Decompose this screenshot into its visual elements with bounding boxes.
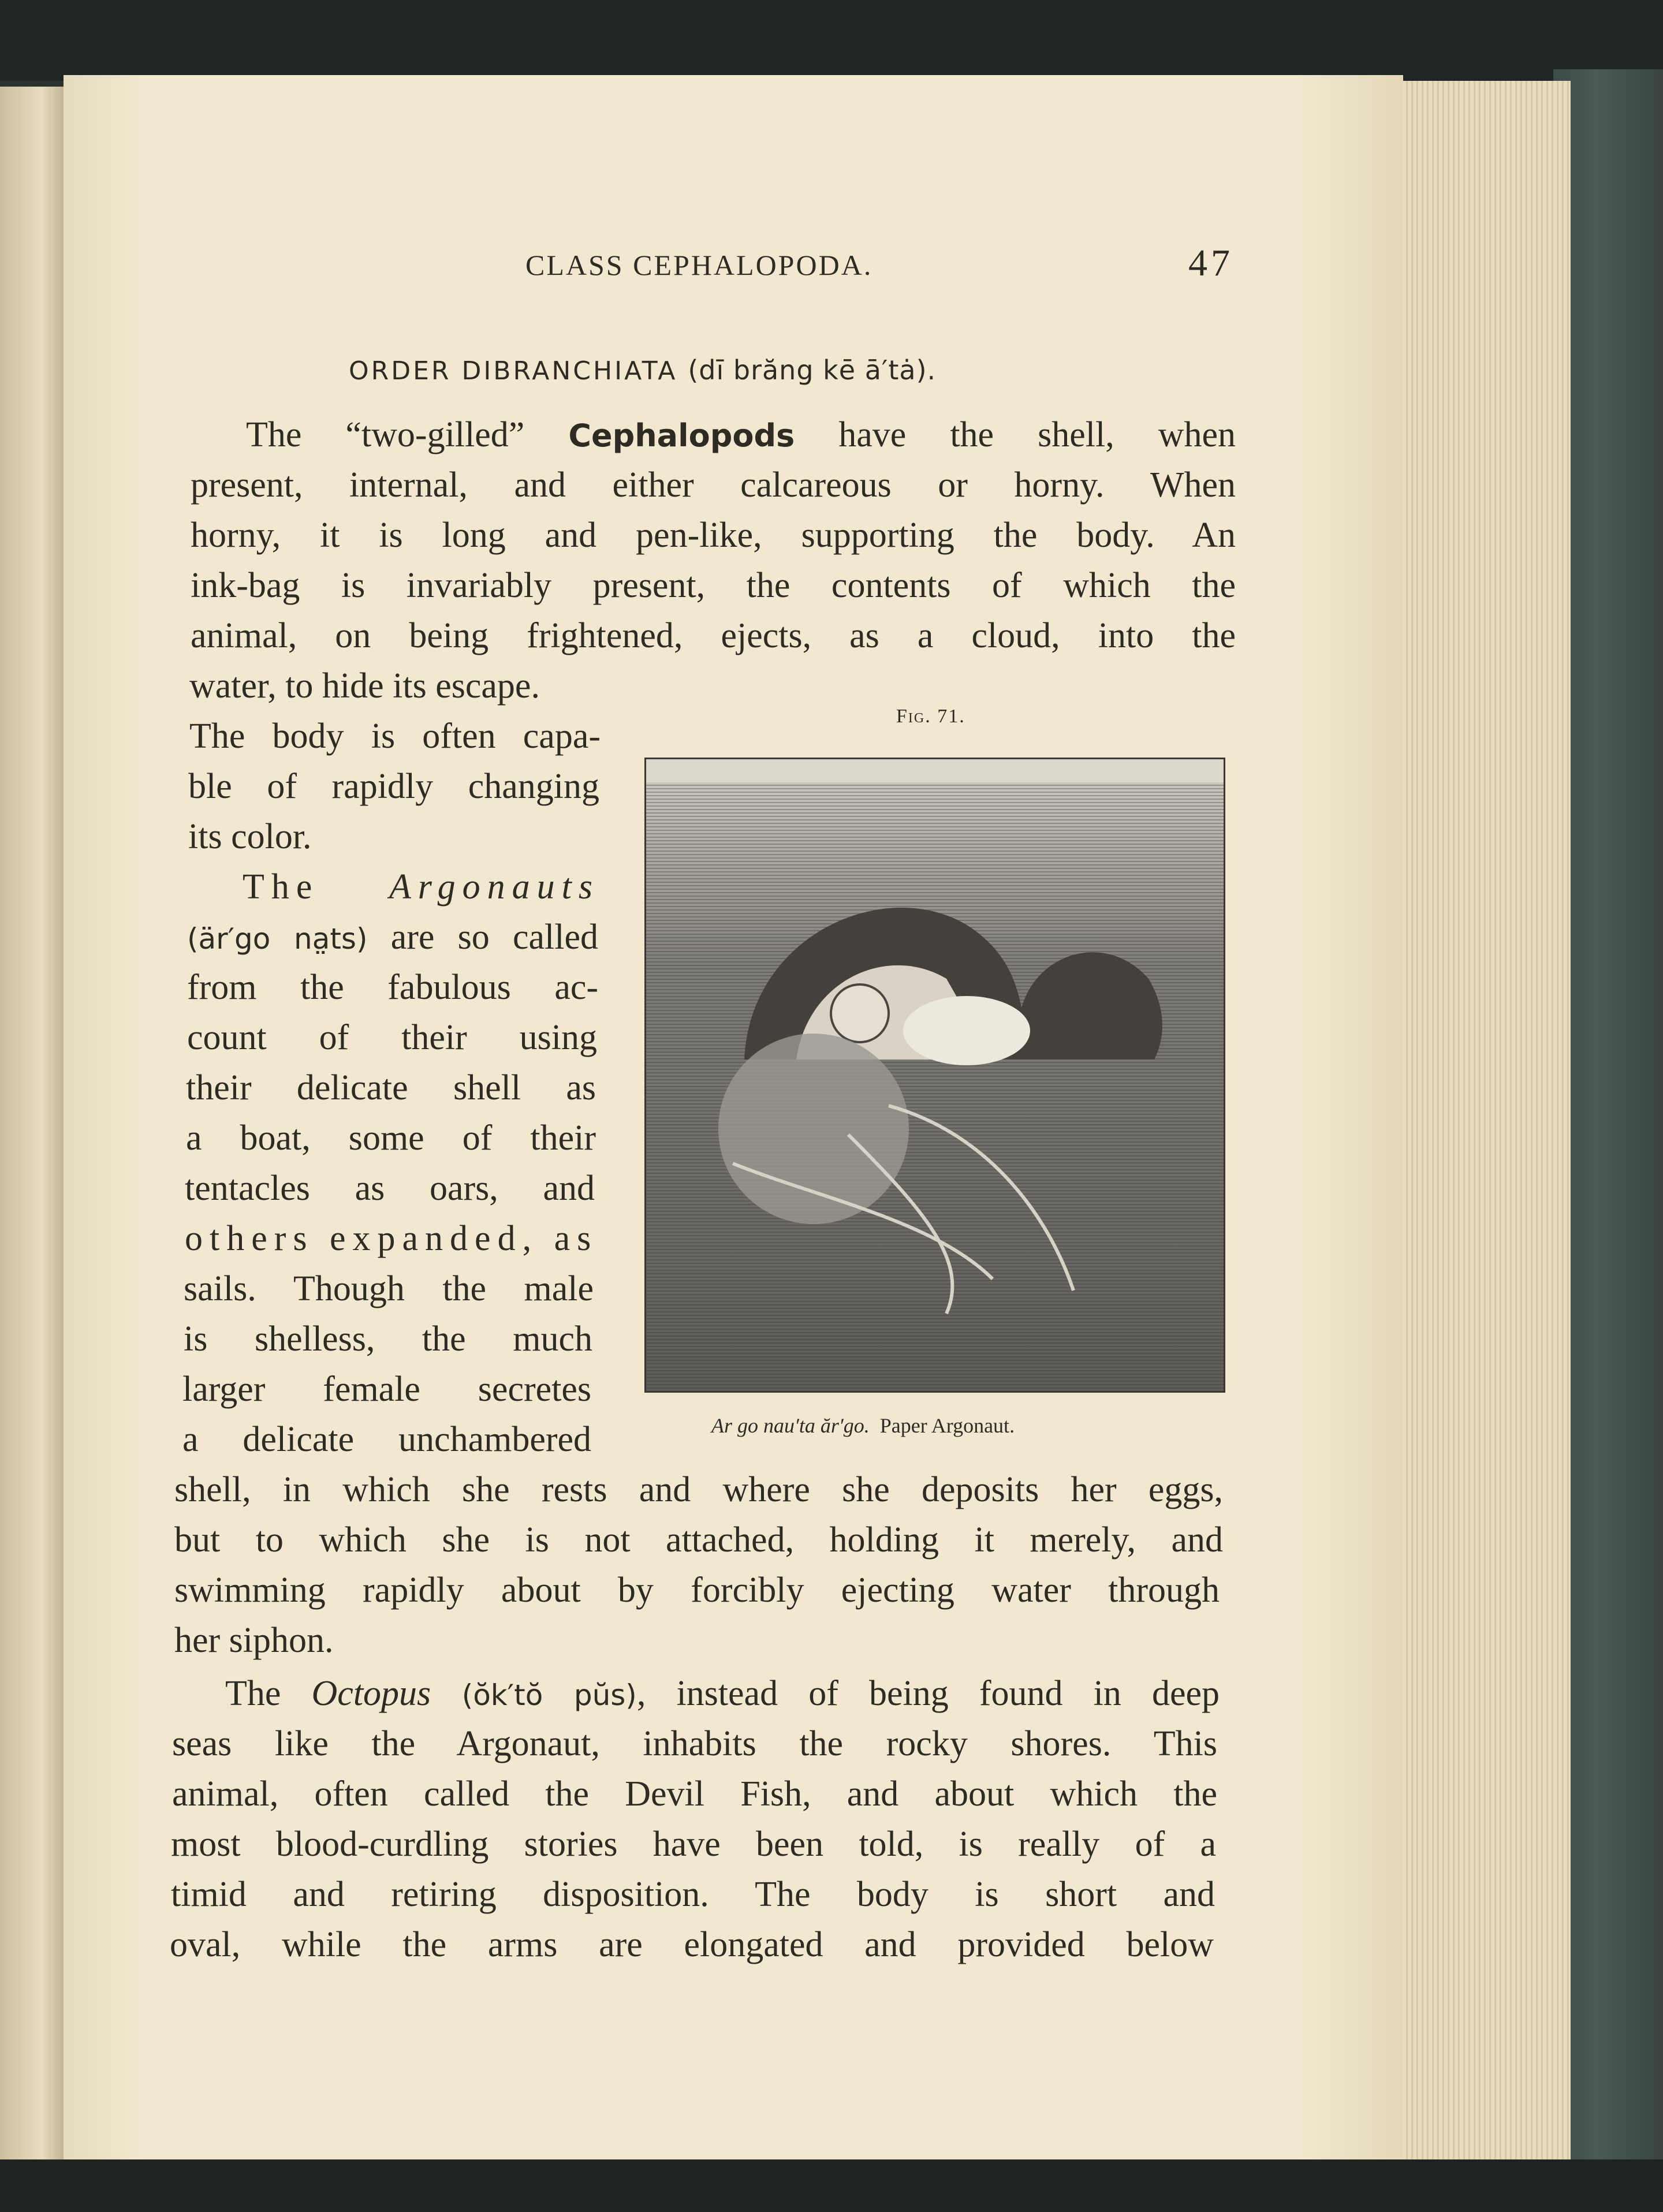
pronunciation: (är′go na̤ts) [187, 922, 368, 956]
book-cover-bottom [0, 2159, 1663, 2212]
text-line: The body is often capa- [189, 717, 601, 756]
italic-term: Argonauts [389, 867, 599, 907]
running-header: CLASS CEPHALOPODA. [525, 249, 873, 281]
text-line: count of their using [187, 1018, 597, 1057]
text-line: water, to hide its escape. [189, 666, 540, 706]
text-line: swimming rapidly about by forcibly ejecting water through [174, 1571, 1220, 1610]
text-line: her siphon. [174, 1621, 334, 1660]
facing-page-edge [0, 87, 69, 2177]
text-line: from the fabulous ac- [187, 968, 598, 1007]
text-line: timid and retiring disposition. The body is short and [171, 1875, 1215, 1914]
text-line [188, 867, 599, 908]
text-span: are so called [367, 917, 598, 957]
text-line: horny, it is long and pen-like, supporting the body. An [191, 516, 1236, 555]
page-edges [1397, 81, 1571, 2171]
text-line: seas like the Argonaut, inhabits the rocky shores. This [172, 1724, 1217, 1763]
text-line: their delicate shell as [186, 1068, 596, 1107]
text-line: but to which she is not attached, holding it merely, and [174, 1520, 1223, 1560]
text-line: others expanded, as [185, 1219, 598, 1258]
text-span: The [243, 867, 389, 907]
page-number: 47 [1188, 242, 1233, 284]
text-line: sails. Though the male [184, 1269, 594, 1308]
text-line: animal, on being frightened, ejects, as a cloud, into the [191, 616, 1236, 655]
section-pronunciation: (dī brăng kē ā′tȧ). [688, 355, 937, 386]
text-span: have the shell, when [795, 415, 1236, 454]
text-line [187, 917, 598, 958]
text-span: The “two-gilled” [246, 415, 569, 454]
book-cover-top [0, 0, 1663, 81]
text-line: shell, in which she rests and where she deposits her eggs, [174, 1470, 1223, 1509]
figure-label: Fig. 71. [896, 706, 965, 727]
caption-scientific-name: Ar go nau′ta ăr′go. [711, 1414, 870, 1437]
italic-term: Octopus [311, 1674, 431, 1713]
caption-common-name: Paper Argonaut. [879, 1414, 1015, 1437]
text-line: present, internal, and either calcareous or horny. When [191, 465, 1236, 505]
section-heading [349, 355, 936, 386]
submerged-body [718, 1034, 909, 1224]
pronunciation: (ŏk′tŏ pŭs) [431, 1678, 637, 1712]
text-line: a boat, some of their [186, 1118, 596, 1158]
text-line [191, 415, 1236, 456]
text-line: is shelless, the much [184, 1319, 592, 1359]
text-span: , instead of being found in deep [636, 1674, 1220, 1713]
text-span: The [225, 1674, 312, 1713]
text-line: larger female secretes [182, 1370, 591, 1409]
section-title: ORDER DIBRANCHIATA [349, 356, 678, 386]
argonaut-illustration [644, 758, 1225, 1393]
text-line: tentacles as oars, and [185, 1169, 595, 1208]
text-line: a delicate unchambered [182, 1420, 591, 1459]
figure-caption [711, 1413, 1015, 1438]
text-line: ink-bag is invariably present, the contents of which the [191, 566, 1236, 605]
text-line: ble of rapidly changing [188, 767, 599, 806]
text-line: its color. [188, 817, 312, 856]
bold-term: Cephalopods [568, 417, 795, 454]
text-line: most blood-curdling stories have been told, is really of a [171, 1825, 1216, 1864]
text-line: oval, while the arms are elongated and provided below [170, 1925, 1214, 1964]
text-line: animal, often called the Devil Fish, and about which the [172, 1774, 1217, 1814]
argonaut-engraving [646, 759, 1224, 1391]
text-line [173, 1673, 1220, 1714]
